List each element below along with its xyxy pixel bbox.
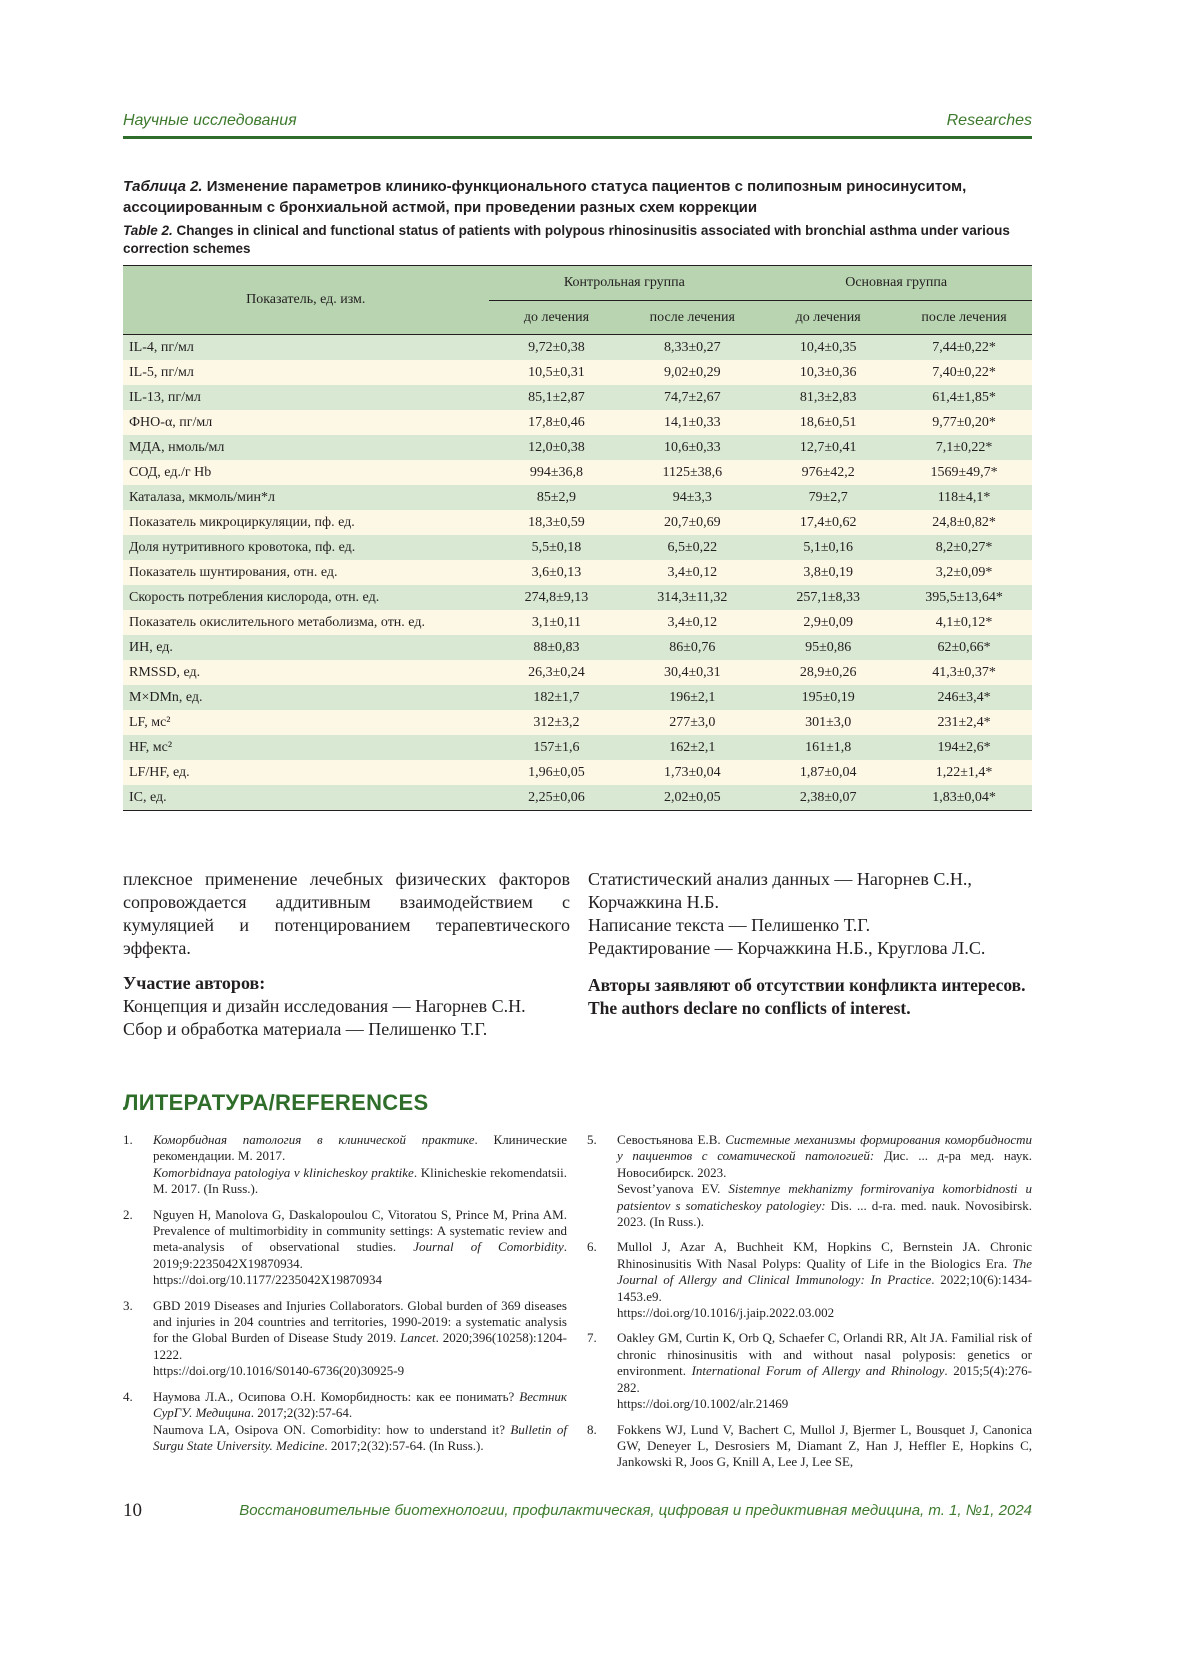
closing-paragraph: плексное применение лечебных физических факторов сопровождается аддитивным взаимодействием с кумуляцией и потенцированием терапевтического эффекта. bbox=[123, 869, 570, 958]
reference-item-3: 3. GBD 2019 Diseases and Injuries Collaborators. Global burden of 369 diseases and injuries in 204 countries and territories, 1990-2019: a systematic analysis for the Global Burden of Disease Study 2019. Lancet. 2020;396(10258):1204-1222. https://doi.org/10.1016/S0140-6736(20)30925-9 bbox=[123, 1297, 567, 1379]
reference-number: 1. bbox=[123, 1132, 133, 1147]
table-body bbox=[123, 335, 1032, 811]
table-row bbox=[123, 360, 1032, 385]
value-cell: 1,83±0,04* bbox=[932, 789, 996, 805]
doi-link[interactable]: https://doi.org/10.1016/S0140-6736(20)30925-9 bbox=[153, 1363, 405, 1379]
reference-item-5: 5. Севостьянова Е.В. Системные механизмы формирования коморбидности у пациентов с соматической патологией: Дис. ... д-ра мед. наук. Новосибирск. 2023. Sevost’yanova EV. Sistemnye mekhanizmy formirovaniya komorbidnosti u patsientov s somaticheskoy patologiey: Dis. ... d-ra. med. nauk. Novosibirsk. 2023. (In Russ.). bbox=[587, 1132, 1033, 1230]
row-label: ИН, ед. bbox=[129, 639, 173, 655]
value-cell: 118±4,1* bbox=[937, 489, 991, 505]
reference-item-7: 7. Oakley GM, Curtin K, Orb Q, Schaefer C, Orlandi RR, Alt JA. Familial risk of chronic rhinosinusitis with and without nasal polyposis: genetics or environment. International Forum of Allergy and Rhinology. 2015;5(4):276-282. https://doi.org/10.1002/alr.21469 bbox=[587, 1330, 1032, 1412]
row-label: Показатель микроциркуляции, пф. ед. bbox=[129, 514, 355, 530]
row-label: IL-5, пг/мл bbox=[129, 364, 194, 380]
value-cell: 6,5±0,22 bbox=[667, 539, 718, 555]
row-label: M×DMn, ед. bbox=[129, 689, 203, 705]
reference-number: 8. bbox=[587, 1421, 597, 1437]
value-cell: 26,3±0,24 bbox=[528, 664, 585, 680]
reference-item-4: 4. Наумова Л.А., Осипова О.Н. Коморбидность: как ее понимать? Вестник СурГУ. Медицина. 2017;2(32):57-64. Naumova LA, Osipova ON. Comorbidity: how to understand it? Bulletin of Surgu State University. Medicine. 2017;2(32):57-64. (In Russ.). bbox=[123, 1388, 567, 1453]
value-cell: 41,3±0,37* bbox=[932, 664, 996, 680]
row-label: IL-4, пг/мл bbox=[129, 339, 194, 355]
table-row bbox=[123, 460, 1032, 485]
running-header-left: Научные исследования bbox=[123, 112, 297, 129]
body-column-left bbox=[123, 868, 570, 1041]
author-contribution-5: Редактирование — Корчажкина Н.Б., Круглова Л.С. bbox=[588, 938, 986, 958]
reference-number: 5. bbox=[587, 1132, 597, 1147]
param-header: Показатель, ед. изм. bbox=[123, 266, 489, 335]
table-row bbox=[123, 510, 1032, 535]
value-cell: 3,6±0,13 bbox=[531, 564, 582, 580]
reference-item-2: 2. Nguyen H, Manolova G, Daskalopoulou C, Vitoratou S, Prince M, Prina AM. Prevalence of multimorbidity in community settings: A systematic review and meta-analysis of observational studies. Journal of Comorbidity. 2019;9:2235042X19870934. https://doi.org/10.1177/2235042X19870934 bbox=[123, 1206, 568, 1288]
value-cell: 12,0±0,38 bbox=[528, 439, 585, 455]
header-rule bbox=[123, 136, 1032, 139]
value-cell: 3,4±0,12 bbox=[667, 564, 718, 580]
reference-item-8: 8. Fokkens WJ, Lund V, Bachert C, Mullol J, Bjermer L, Bousquet J, Canonica GW, Deneyer L, Desrosiers M, Diamant Z, Han J, Heffler E, Hopkins C, Jankowski R, Joos G, Knill A, Lee J, Lee SE, bbox=[587, 1421, 1032, 1470]
table-row bbox=[123, 610, 1032, 635]
reference-number: 4. bbox=[123, 1388, 133, 1404]
value-cell: 157±1,6 bbox=[533, 739, 580, 755]
value-cell: 9,02±0,29 bbox=[663, 364, 721, 380]
value-cell: 79±2,7 bbox=[808, 489, 848, 505]
value-cell: 161±1,8 bbox=[805, 739, 852, 755]
value-cell: 395,5±13,64* bbox=[925, 589, 1003, 605]
table-row bbox=[123, 735, 1032, 760]
value-cell: 3,4±0,12 bbox=[667, 614, 718, 630]
row-label: IC, ед. bbox=[129, 789, 167, 805]
value-cell: 10,5±0,31 bbox=[528, 364, 585, 380]
value-cell: 81,3±2,83 bbox=[799, 389, 857, 405]
table-row bbox=[123, 485, 1032, 510]
value-cell: 10,6±0,33 bbox=[663, 439, 721, 455]
value-cell: 246±3,4* bbox=[937, 689, 991, 705]
table-row bbox=[123, 335, 1032, 361]
author-contribution-3: Статистический анализ данных — Нагорнев С.Н., Корчажкина Н.Б. bbox=[588, 869, 972, 912]
results-table bbox=[123, 265, 1032, 811]
value-cell: 7,40±0,22* bbox=[932, 364, 996, 380]
row-label: Каталаза, мкмоль/мин*л bbox=[129, 489, 276, 505]
value-cell: 994±36,8 bbox=[529, 464, 584, 480]
control-after-header: после лечения bbox=[624, 301, 760, 335]
value-cell: 28,9±0,26 bbox=[799, 664, 857, 680]
table-row bbox=[123, 685, 1032, 710]
value-cell: 976±42,2 bbox=[801, 464, 855, 480]
page-number: 10 bbox=[123, 1500, 142, 1521]
value-cell: 257,1±8,33 bbox=[796, 589, 860, 605]
main-before-header: до лечения bbox=[760, 301, 896, 335]
value-cell: 12,7±0,41 bbox=[799, 439, 857, 455]
table-row bbox=[123, 385, 1032, 410]
control-before-header: до лечения bbox=[489, 301, 625, 335]
table-row bbox=[123, 585, 1032, 610]
value-cell: 2,25±0,06 bbox=[528, 789, 585, 805]
caption-en-text: Changes in clinical and functional status of patients with polypous rhinosinusitis associated with bronchial asthma under various correction schemes bbox=[123, 223, 1010, 256]
value-cell: 74,7±2,67 bbox=[663, 389, 721, 405]
main-group-header: Основная группа bbox=[760, 266, 1032, 301]
table-row bbox=[123, 560, 1032, 585]
value-cell: 4,1±0,12* bbox=[935, 614, 993, 630]
reference-number: 6. bbox=[587, 1239, 597, 1255]
row-label: RMSSD, ед. bbox=[129, 664, 201, 680]
table-caption-ru bbox=[123, 176, 1032, 218]
value-cell: 314,3±11,32 bbox=[657, 589, 728, 605]
value-cell: 312±3,2 bbox=[533, 714, 580, 730]
value-cell: 18,3±0,59 bbox=[528, 514, 585, 530]
row-label: HF, мс² bbox=[129, 739, 173, 755]
value-cell: 85,1±2,87 bbox=[528, 389, 585, 405]
reference-item-6: 6. Mullol J, Azar A, Buchheit KM, Hopkins C, Bernstein JA. Chronic Rhinosinusitis With Nasal Polyps: Quality of Life in the Biologics Era. The Journal of Allergy and Clinical Immunology: In Practice. 2022;10(6):1434-1453.e9. https://doi.org/10.1016/j.jaip.2022.03.002 bbox=[587, 1239, 1032, 1321]
table-row bbox=[123, 410, 1032, 435]
caption-ru-text: Изменение параметров клинико-функционального статуса пациентов с полипозным риносинуситом, ассоциированным с бронхиальной астмой, при проведении разных схем коррекции bbox=[123, 178, 967, 216]
value-cell: 301±3,0 bbox=[805, 714, 852, 730]
table-row bbox=[123, 785, 1032, 811]
value-cell: 20,7±0,69 bbox=[663, 514, 721, 530]
row-label: LF/HF, ед. bbox=[129, 764, 190, 780]
value-cell: 61,4±1,85* bbox=[932, 389, 996, 405]
value-cell: 3,1±0,11 bbox=[531, 614, 582, 630]
reference-item-1: 1. Коморбидная патология в клинической практике. Клинические рекомендации. М. 2017. Komorbidnaya patologiya v klinicheskoy praktike. Klinicheskie rekomendatsii. M. 2017. (In Russ.). bbox=[123, 1132, 567, 1197]
row-label: Скорость потребления кислорода, отн. ед. bbox=[129, 589, 380, 605]
value-cell: 9,72±0,38 bbox=[528, 339, 585, 355]
row-label: ФНО-α, пг/мл bbox=[129, 414, 213, 430]
value-cell: 1,87±0,04 bbox=[799, 764, 857, 780]
conflict-statement-ru: Авторы заявляют об отсутствии конфликта интересов. bbox=[588, 975, 1026, 995]
reference-number: 3. bbox=[123, 1297, 133, 1313]
value-cell: 10,4±0,35 bbox=[799, 339, 857, 355]
value-cell: 2,38±0,07 bbox=[799, 789, 857, 805]
value-cell: 195±0,19 bbox=[801, 689, 855, 705]
table-row bbox=[123, 435, 1032, 460]
control-group-header: Контрольная группа bbox=[489, 266, 761, 301]
value-cell: 10,3±0,36 bbox=[799, 364, 857, 380]
value-cell: 1569±49,7* bbox=[930, 464, 998, 480]
value-cell: 85±2,9 bbox=[536, 489, 577, 505]
row-label: IL-13, пг/мл bbox=[129, 389, 201, 405]
row-label: СОД, ед./г Hb bbox=[129, 464, 212, 480]
author-contribution-2: Сбор и обработка материала — Пелишенко Т.Г. bbox=[123, 1019, 488, 1039]
value-cell: 162±2,1 bbox=[669, 739, 716, 755]
references-column-left bbox=[123, 1132, 567, 1463]
value-cell: 9,77±0,20* bbox=[932, 414, 996, 430]
value-cell: 3,2±0,09* bbox=[935, 564, 993, 580]
value-cell: 95±0,86 bbox=[805, 639, 852, 655]
value-cell: 7,44±0,22* bbox=[932, 339, 996, 355]
body-column-right bbox=[588, 868, 1032, 1020]
author-contribution-1: Концепция и дизайн исследования — Нагорнев С.Н. bbox=[123, 996, 526, 1016]
value-cell: 1,73±0,04 bbox=[663, 764, 721, 780]
value-cell: 2,9±0,09 bbox=[803, 614, 853, 630]
conflict-statement-en: The authors declare no conflicts of interest. bbox=[588, 998, 911, 1018]
row-label: Доля нутритивного кровотока, пф. ед. bbox=[129, 539, 356, 555]
value-cell: 3,8±0,19 bbox=[803, 564, 853, 580]
journal-footer: Восстановительные биотехнологии, профилактическая, цифровая и предиктивная медицина, т. 1, №1, 2024 bbox=[239, 1502, 1032, 1519]
doi-link[interactable]: https://doi.org/10.1002/alr.21469 bbox=[617, 1396, 789, 1412]
value-cell: 194±2,6* bbox=[937, 739, 991, 755]
value-cell: 1125±38,6 bbox=[662, 464, 723, 480]
value-cell: 18,6±0,51 bbox=[799, 414, 857, 430]
author-contribution-4: Написание текста — Пелишенко Т.Г. bbox=[588, 915, 871, 935]
table-row bbox=[123, 760, 1032, 785]
authors-heading: Участие авторов: bbox=[123, 973, 266, 993]
value-cell: 88±0,83 bbox=[533, 639, 580, 655]
row-label: LF, мс² bbox=[129, 714, 171, 730]
table-row bbox=[123, 710, 1032, 735]
reference-number: 7. bbox=[587, 1330, 597, 1346]
running-header-right: Researches bbox=[946, 112, 1032, 129]
references-heading: ЛИТЕРАТУРА/REFERENCES bbox=[123, 1090, 429, 1115]
value-cell: 86±0,76 bbox=[669, 639, 716, 655]
reference-number: 2. bbox=[123, 1206, 133, 1222]
row-label: Показатель окислительного метаболизма, отн. ед. bbox=[129, 614, 425, 630]
caption-ru-label: Таблица 2. bbox=[123, 178, 203, 195]
doi-link[interactable]: https://doi.org/10.1177/2235042X19870934 bbox=[153, 1272, 382, 1288]
row-label: Показатель шунтирования, отн. ед. bbox=[129, 564, 338, 580]
value-cell: 30,4±0,31 bbox=[663, 664, 721, 680]
value-cell: 274,8±9,13 bbox=[524, 589, 589, 605]
table-caption-en bbox=[123, 222, 1032, 258]
value-cell: 196±2,1 bbox=[669, 689, 716, 705]
table-row bbox=[123, 660, 1032, 685]
value-cell: 5,1±0,16 bbox=[803, 539, 853, 555]
table-row bbox=[123, 535, 1032, 560]
caption-en-label: Table 2. bbox=[123, 223, 173, 238]
value-cell: 277±3,0 bbox=[669, 714, 716, 730]
value-cell: 62±0,66* bbox=[937, 639, 991, 655]
row-label: МДА, нмоль/мл bbox=[129, 439, 225, 455]
value-cell: 8,2±0,27* bbox=[935, 539, 993, 555]
value-cell: 8,33±0,27 bbox=[663, 339, 721, 355]
main-after-header: после лечения bbox=[896, 301, 1032, 335]
value-cell: 14,1±0,33 bbox=[663, 414, 721, 430]
value-cell: 1,96±0,05 bbox=[528, 764, 585, 780]
value-cell: 2,02±0,05 bbox=[663, 789, 721, 805]
value-cell: 231±2,4* bbox=[937, 714, 991, 730]
value-cell: 1,22±1,4* bbox=[935, 764, 993, 780]
value-cell: 5,5±0,18 bbox=[531, 539, 582, 555]
table-row bbox=[123, 635, 1032, 660]
value-cell: 17,8±0,46 bbox=[528, 414, 585, 430]
value-cell: 94±3,3 bbox=[672, 489, 712, 505]
references-column-right bbox=[587, 1132, 1032, 1480]
doi-link[interactable]: https://doi.org/10.1016/j.jaip.2022.03.002 bbox=[617, 1305, 835, 1321]
value-cell: 24,8±0,82* bbox=[932, 514, 996, 530]
value-cell: 7,1±0,22* bbox=[935, 439, 993, 455]
value-cell: 17,4±0,62 bbox=[799, 514, 857, 530]
value-cell: 182±1,7 bbox=[533, 689, 580, 705]
